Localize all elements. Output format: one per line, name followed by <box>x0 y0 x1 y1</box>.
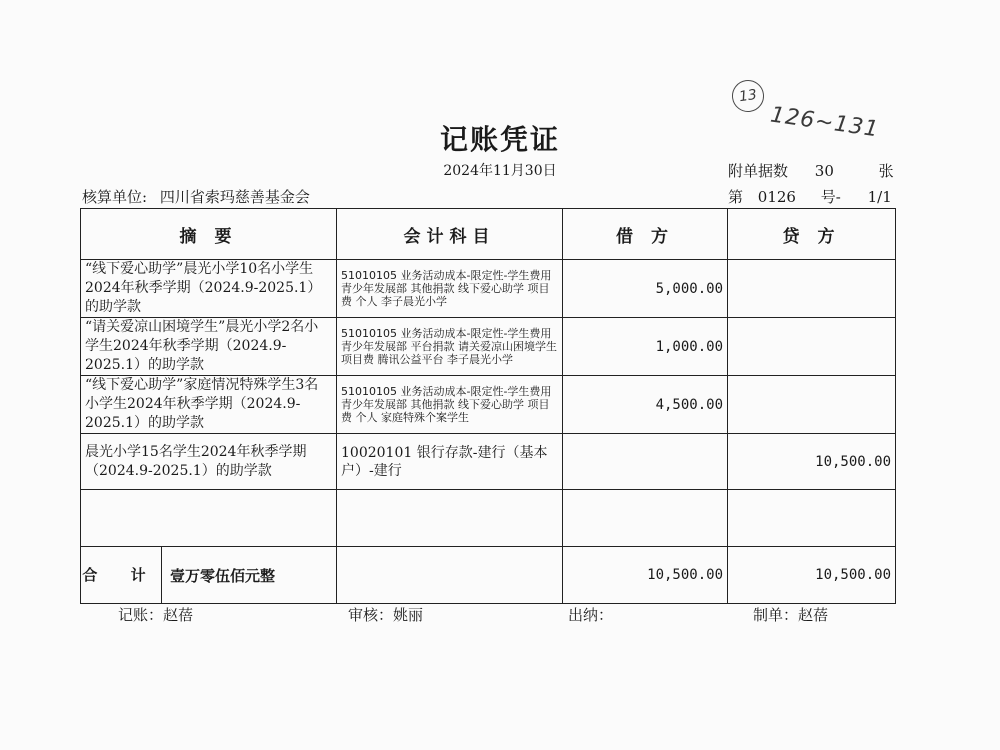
header-credit: 贷 方 <box>728 209 896 260</box>
row-credit <box>728 376 896 434</box>
voucher-title: 记账凭证 <box>439 123 560 156</box>
row-summary: “线下爱心助学”晨光小学10名小学生2024年秋季学期（2024.9-2025.1）的助学款 <box>81 260 337 318</box>
handwritten-circled-number: 13 <box>730 78 766 114</box>
row-account: 51010105 业务活动成本-限定性-学生费用 青少年发展部 其他捐款 线下爱心助学 项目费 个人 家庭特殊个案学生 <box>337 376 563 434</box>
accounting-unit-label: 核算单位: <box>82 188 148 206</box>
header-summary: 摘 要 <box>81 209 337 260</box>
row-debit: 4,500.00 <box>563 376 728 434</box>
table-header-row <box>81 209 896 260</box>
bookkeeper: 记账：赵蓓 <box>118 606 194 624</box>
voucher-prefix: 第 <box>728 188 744 206</box>
row-account: 51010105 业务活动成本-限定性-学生费用 青少年发展部 平台捐款 请关爱凉山困境学生 项目费 腾讯公益平台 李子晨光小学 <box>337 318 563 376</box>
table-row <box>81 376 896 434</box>
header-account: 会计科目 <box>337 209 563 260</box>
voucher-table <box>80 208 896 604</box>
row-account: 51010105 业务活动成本-限定性-学生费用 青少年发展部 其他捐款 线下爱心助学 项目费 个人 李子晨光小学 <box>337 260 563 318</box>
cashier: 出纳： <box>568 606 614 624</box>
reviewer: 审核：姚丽 <box>348 606 424 624</box>
total-credit: 10,500.00 <box>728 547 896 604</box>
row-summary: 晨光小学15名学生2024年秋季学期（2024.9-2025.1）的助学款 <box>81 434 337 490</box>
total-in-words: 壹万零伍佰元整 <box>170 566 276 585</box>
row-summary: “请关爱凉山困境学生”晨光小学2名小学生2024年秋季学期（2024.9-2025.1）的助学款 <box>81 318 337 376</box>
row-credit: 10,500.00 <box>728 434 896 490</box>
table-row-empty <box>81 490 896 547</box>
row-debit <box>563 434 728 490</box>
voucher-number-value: 0126 <box>757 188 796 206</box>
accounting-unit <box>82 186 310 207</box>
voucher-suffix: 号- <box>820 188 841 206</box>
row-summary: “线下爱心助学”家庭情况特殊学生3名小学生2024年秋季学期（2024.9-2025.1）的助学款 <box>81 376 337 434</box>
voucher-date: 2024年11月30日 <box>443 163 557 179</box>
header-debit: 借 方 <box>563 209 728 260</box>
table-total-row <box>81 547 896 604</box>
handwritten-range-note: 126~131 <box>768 102 881 143</box>
row-credit <box>728 318 896 376</box>
attachment-label: 附单据数 <box>728 162 789 180</box>
attachment-unit: 张 <box>878 162 894 180</box>
row-account: 10020101 银行存款-建行（基本户）-建行 <box>337 434 563 490</box>
table-row <box>81 318 896 376</box>
accounting-unit-name: 四川省索玛慈善基金会 <box>159 188 310 206</box>
total-label: 合 计 <box>81 547 162 603</box>
voucher-number <box>728 186 892 207</box>
attachment-count <box>728 160 894 181</box>
row-debit: 5,000.00 <box>563 260 728 318</box>
row-debit: 1,000.00 <box>563 318 728 376</box>
table-row <box>81 260 896 318</box>
total-debit: 10,500.00 <box>563 547 728 604</box>
voucher-page: 1/1 <box>867 188 892 206</box>
table-row <box>81 434 896 490</box>
row-credit <box>728 260 896 318</box>
attachment-number: 30 <box>814 162 834 180</box>
preparer: 制单：赵蓓 <box>753 606 829 624</box>
